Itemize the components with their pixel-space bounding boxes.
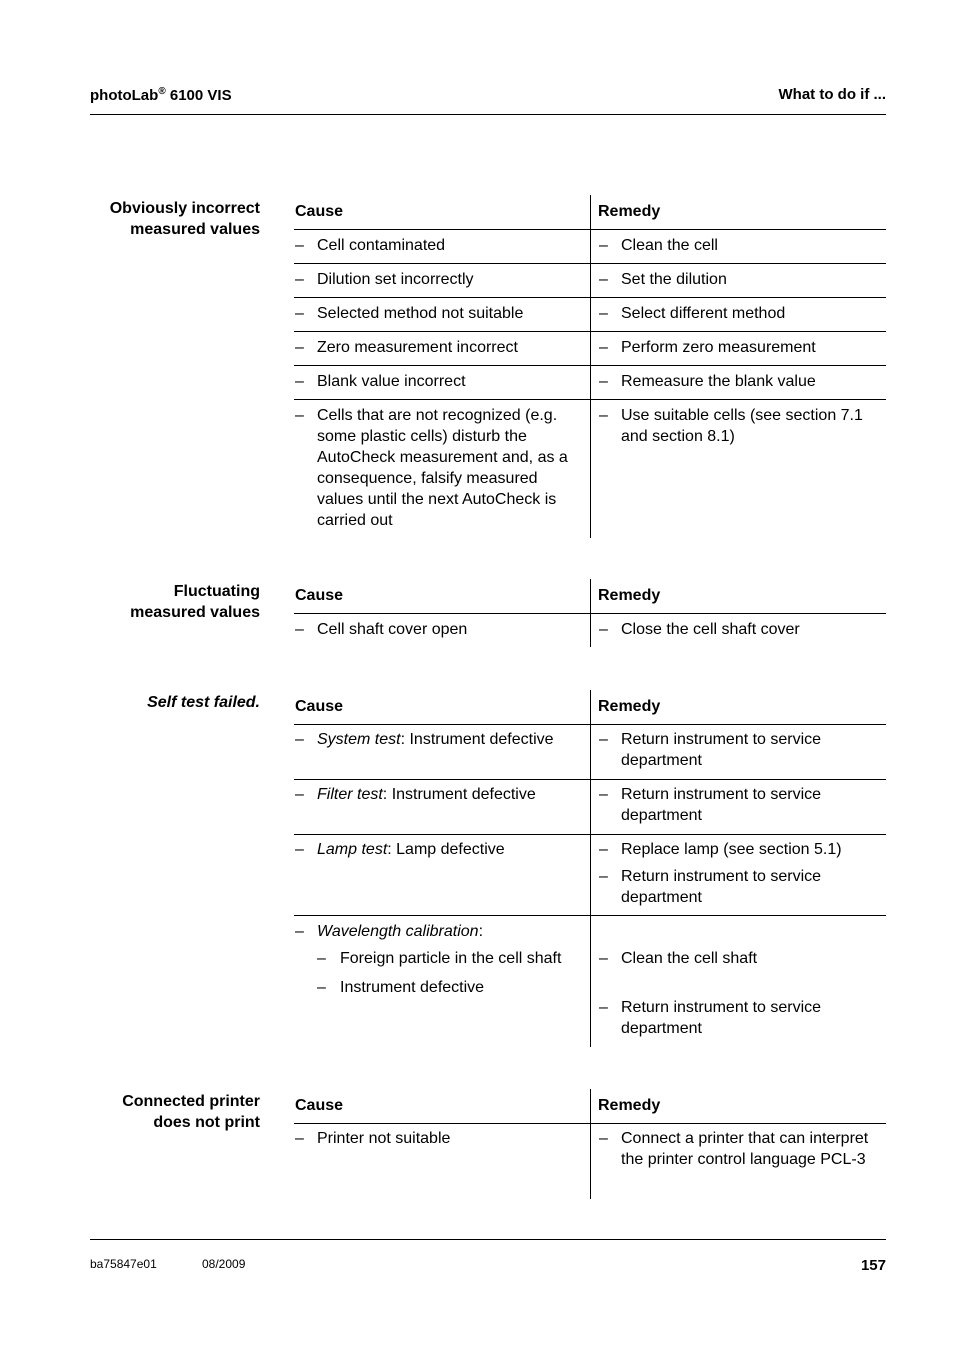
cause-cell — [294, 725, 591, 779]
list-dash: – — [599, 999, 608, 1016]
list-dash: – — [295, 373, 304, 390]
cause-subitem: Foreign particle in the cell shaft — [340, 950, 562, 967]
list-dash: – — [599, 373, 608, 390]
remedy-cell — [591, 298, 886, 331]
list-dash: – — [599, 407, 608, 424]
column-header-remedy: Remedy — [598, 1097, 661, 1114]
page-number: 157 — [860, 1257, 886, 1274]
cause-cell — [294, 916, 591, 1047]
remedy-text: Connect a printer that can interpret the printer control language PCL-3 — [621, 1130, 869, 1168]
table-row — [294, 230, 886, 264]
column-header-remedy: Remedy — [598, 203, 661, 220]
header-product — [90, 86, 232, 104]
table-row — [294, 298, 886, 332]
table-row — [294, 916, 886, 1047]
cause-text — [317, 784, 582, 805]
table-row — [294, 264, 886, 298]
remedy-cell — [591, 725, 886, 779]
list-dash: – — [599, 1130, 608, 1147]
cause-term: Filter test — [317, 786, 383, 803]
list-dash: – — [295, 923, 304, 940]
section-label-fluctuating-values: Fluctuating measured values — [130, 583, 260, 621]
page-footer — [90, 1239, 886, 1274]
cause-subitem: Instrument defective — [340, 979, 485, 996]
remedy-cell — [591, 835, 886, 915]
remedy-text: Close the cell shaft cover — [621, 621, 800, 638]
column-header-remedy: Remedy — [598, 698, 661, 715]
cause-detail: : Lamp defective — [387, 841, 505, 858]
table-fluctuating-values — [294, 579, 886, 647]
list-dash: – — [295, 786, 304, 803]
column-header-cause: Cause — [294, 1089, 591, 1123]
cause-text — [317, 839, 582, 860]
table-row — [294, 1124, 886, 1199]
list-dash: – — [599, 271, 608, 288]
cause-text: Printer not suitable — [317, 1130, 451, 1147]
cause-text: Zero measurement incorrect — [317, 339, 518, 356]
remedy-cell — [591, 916, 886, 1047]
list-dash: – — [295, 407, 304, 424]
table-row — [294, 780, 886, 835]
table-incorrect-values — [294, 195, 886, 538]
table-self-test — [294, 690, 886, 1047]
cause-text — [317, 729, 582, 750]
remedy-cell — [591, 264, 886, 297]
header-chapter: What to do if ... — [778, 86, 886, 103]
remedy-text: Use suitable cells (see section 7.1 and section 8.1) — [621, 407, 863, 445]
cause-cell — [294, 264, 591, 297]
section-label-printer: Connected printer does not print — [122, 1093, 260, 1131]
remedy-cell — [591, 1124, 886, 1199]
list-dash: – — [599, 237, 608, 254]
remedy-text: Return instrument to service department — [621, 786, 822, 824]
remedy-text: Perform zero measurement — [621, 339, 816, 356]
table-row — [294, 614, 886, 647]
cause-text: Cells that are not recognized (e.g. some plastic cells) disturb the AutoCheck measurement and, as a consequence, falsify measured values until the next AutoCheck is carried out — [317, 407, 568, 529]
registered-mark: ® — [158, 86, 166, 97]
cause-cell — [294, 230, 591, 263]
list-dash: – — [295, 271, 304, 288]
remedy-text: Select different method — [621, 305, 786, 322]
cause-text: Cell shaft cover open — [317, 621, 468, 638]
cause-text: Cell contaminated — [317, 237, 446, 254]
cause-detail: 6100 VIS — [165, 87, 232, 104]
cause-term: Wavelength calibration — [317, 923, 479, 940]
list-dash: – — [295, 237, 304, 254]
table-row — [294, 835, 886, 916]
remedy-text: Return instrument to service department — [621, 731, 822, 769]
page-header — [90, 84, 886, 115]
list-dash: – — [317, 979, 326, 996]
cause-text: Dilution set incorrectly — [317, 271, 474, 288]
list-dash: – — [599, 841, 608, 858]
remedy-cell — [591, 366, 886, 399]
cause-detail: : Instrument defective — [400, 731, 554, 748]
remedy-text: Set the dilution — [621, 271, 727, 288]
table-header-row — [294, 579, 886, 614]
cause-cell — [294, 332, 591, 365]
list-dash: – — [317, 950, 326, 967]
remedy-text: Clean the cell — [621, 237, 718, 254]
cause-cell — [294, 780, 591, 834]
section-label-self-test: Self test failed. — [147, 694, 260, 711]
table-header-row — [294, 690, 886, 725]
list-dash: – — [295, 1130, 304, 1147]
remedy-text: Clean the cell shaft — [621, 950, 758, 967]
remedy-text: Replace lamp (see section 5.1) — [621, 841, 842, 858]
remedy-cell — [591, 614, 886, 647]
section-label-incorrect-values: Obviously incorrect measured values — [109, 200, 260, 238]
list-dash: – — [599, 868, 608, 885]
remedy-cell — [591, 780, 886, 834]
footer-doc-id: ba75847e01 — [90, 1257, 157, 1271]
remedy-cell — [591, 230, 886, 263]
footer-date: 08/2009 — [202, 1257, 246, 1271]
cause-detail: : Instrument defective — [382, 786, 536, 803]
cause-text — [317, 921, 582, 942]
list-dash: – — [295, 621, 304, 638]
cause-cell — [294, 298, 591, 331]
remedy-cell — [591, 332, 886, 365]
remedy-text: Return instrument to service department — [621, 868, 822, 906]
list-dash: – — [295, 731, 304, 748]
table-row — [294, 332, 886, 366]
table-row — [294, 366, 886, 400]
table-header-row — [294, 1089, 886, 1124]
cause-term: System test — [317, 731, 401, 748]
list-dash: – — [295, 305, 304, 322]
column-header-cause: Cause — [294, 195, 591, 229]
cause-cell — [294, 614, 591, 647]
table-row — [294, 400, 886, 538]
list-dash: – — [599, 950, 608, 967]
cause-text: Blank value incorrect — [317, 373, 466, 390]
remedy-text: Remeasure the blank value — [621, 373, 816, 390]
list-dash: – — [599, 786, 608, 803]
list-dash: – — [599, 305, 608, 322]
list-dash: – — [599, 731, 608, 748]
column-header-cause: Cause — [294, 579, 591, 613]
list-dash: – — [295, 339, 304, 356]
cause-cell — [294, 1124, 591, 1199]
cause-term: Lamp test — [317, 841, 388, 858]
remedy-text: Return instrument to service department — [621, 999, 822, 1037]
table-row — [294, 725, 886, 780]
cause-detail: : — [478, 923, 484, 940]
table-printer — [294, 1089, 886, 1199]
column-header-remedy: Remedy — [598, 587, 661, 604]
list-dash: – — [295, 841, 304, 858]
cause-text: Selected method not suitable — [317, 305, 524, 322]
remedy-cell — [591, 400, 886, 538]
cause-cell — [294, 835, 591, 915]
list-dash: – — [599, 621, 608, 638]
column-header-cause: Cause — [294, 690, 591, 724]
list-dash: – — [599, 339, 608, 356]
cause-detail: photoLab — [90, 87, 159, 104]
cause-cell — [294, 400, 591, 538]
table-header-row — [294, 195, 886, 230]
cause-cell — [294, 366, 591, 399]
